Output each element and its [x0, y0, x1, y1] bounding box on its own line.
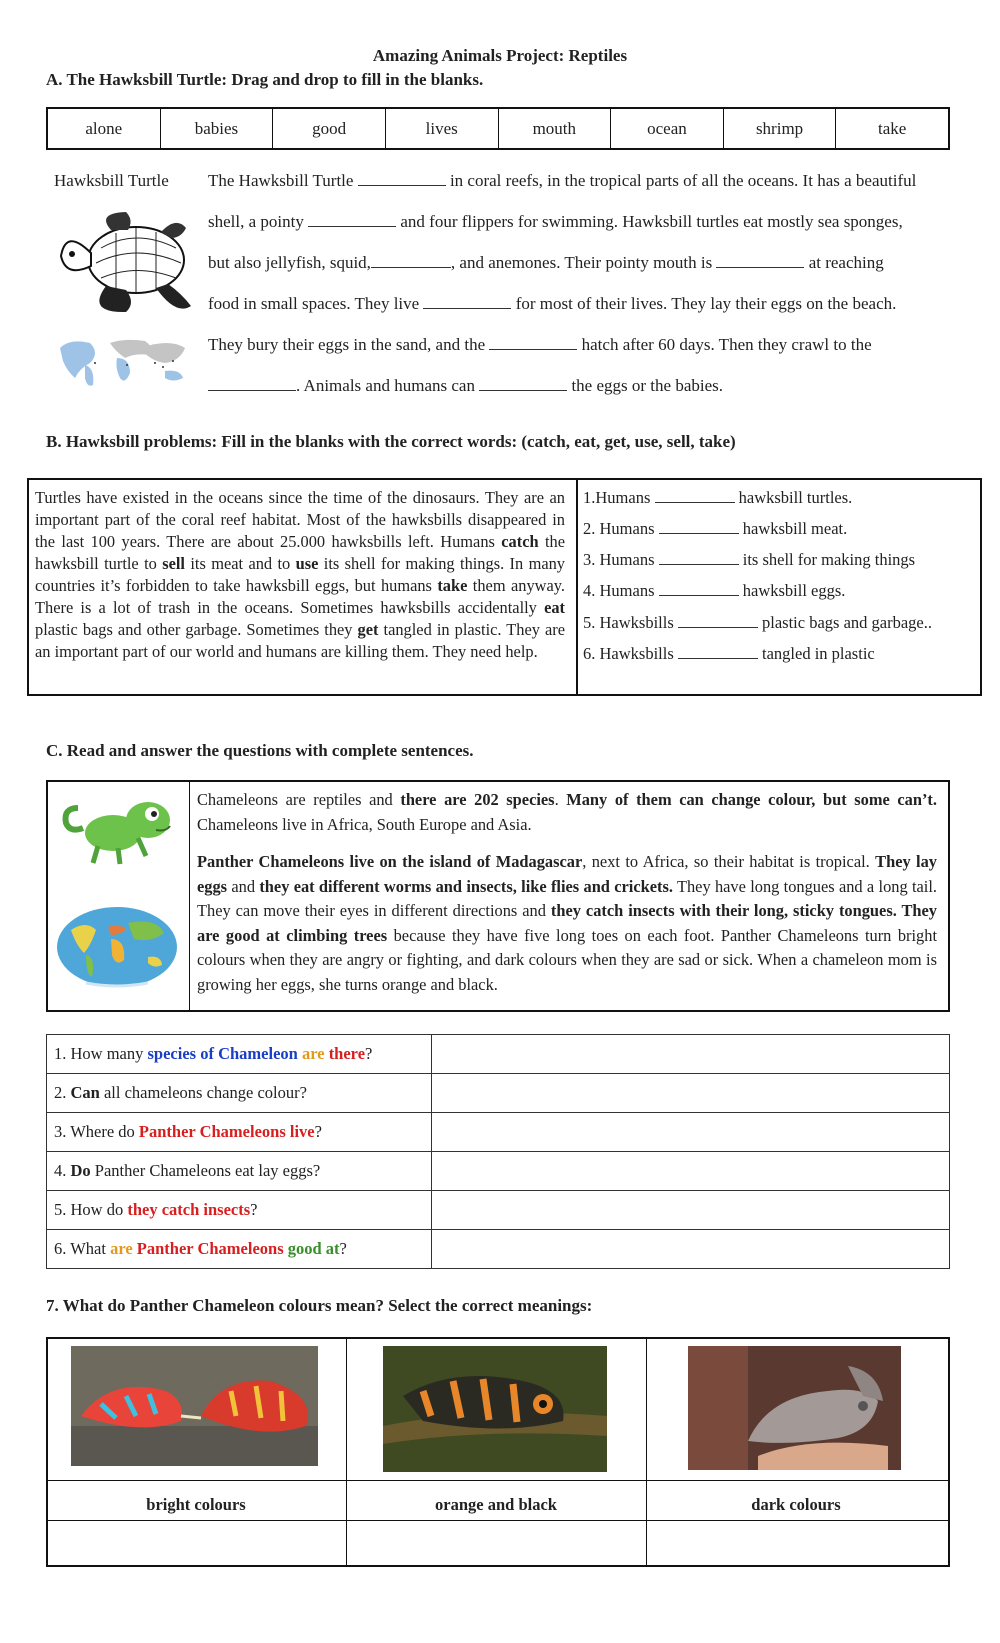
question-cell: 3. Where do Panther Chameleons live?	[47, 1113, 432, 1152]
meaning-answer-cell[interactable]	[347, 1521, 645, 1565]
word-tile[interactable]: alone	[48, 109, 161, 148]
word-tile[interactable]: shrimp	[724, 109, 837, 148]
questions-table	[46, 1034, 950, 1269]
meaning-answer-cell[interactable]	[47, 1521, 345, 1565]
chameleon-reading-text	[197, 788, 937, 1010]
word-tile[interactable]: ocean	[611, 109, 724, 148]
meaning-label-orange-black: orange and black	[435, 1495, 557, 1514]
section-b-heading: B. Hawksbill problems: Fill in the blanks with the correct words: (catch, eat, get, use, sell, take)	[46, 432, 736, 451]
meaning-label-dark: dark colours	[751, 1495, 841, 1514]
blank-drop-zone[interactable]	[208, 376, 296, 391]
answer-blank[interactable]	[678, 613, 758, 628]
world-map-image	[55, 333, 195, 391]
answer-blank[interactable]	[659, 519, 739, 534]
blank-drop-zone[interactable]	[489, 335, 577, 350]
meaning-answer-cell[interactable]	[647, 1521, 948, 1565]
dark-chameleon-photo	[688, 1346, 901, 1470]
world-map-image	[56, 905, 178, 989]
blank-drop-zone[interactable]	[308, 212, 396, 227]
table-row	[47, 1152, 950, 1191]
section-c-heading: C. Read and answer the questions with complete sentences.	[46, 741, 474, 760]
turtle-text-line: The Hawksbill Turtle in coral reefs, in the tropical parts of all the oceans. It has a beautiful	[208, 171, 917, 190]
question-cell: 4. Do Panther Chameleons eat lay eggs?	[47, 1152, 432, 1191]
fill-question: 1.Humans hawksbill turtles.	[583, 488, 853, 507]
blank-drop-zone[interactable]	[479, 376, 567, 391]
fill-question: 4. Humans hawksbill eggs.	[583, 581, 846, 600]
turtle-text-line: food in small spaces. They live for most of their lives. They lay their eggs on the beach.	[208, 294, 897, 313]
table-divider	[46, 1480, 950, 1481]
section-7-heading: 7. What do Panther Chameleon colours mean? Select the correct meanings:	[46, 1296, 593, 1315]
meaning-label-bright: bright colours	[146, 1495, 246, 1514]
turtle-text-line: shell, a pointy and four flippers for swimming. Hawksbill turtles eat mostly sea sponges,	[208, 212, 903, 231]
page-title: Amazing Animals Project: Reptiles	[372, 46, 628, 65]
hawksbill-reading-text: Turtles have existed in the oceans since the time of the dinosaurs. They are an important part of the coral reef habitat. Most of the hawksbills disappeared in the last 100 years. There are about 25.000 hawksbills left. Humans catch the hawksbill turtle to sell its meat and to use its shell for making things. In many countries it’s forbidden to take hawksbill eggs, but humans take them anyway. There is a lot of trash in the oceans. Sometimes hawksbills accidentally eat plastic bags and other garbage. Sometimes they get tangled in plastic. They are an important part of our world and humans are killing them. They need help.	[35, 488, 566, 661]
blank-drop-zone[interactable]	[716, 253, 804, 268]
turtle-illustration	[56, 208, 191, 318]
question-cell: 1. How many species of Chameleon are there?	[47, 1035, 432, 1074]
question-cell: 6. What are Panther Chameleons good at?	[47, 1230, 432, 1269]
answer-cell[interactable]	[432, 1230, 950, 1269]
answer-blank[interactable]	[659, 581, 739, 596]
word-tile[interactable]: lives	[386, 109, 499, 148]
chameleon-paragraph: Chameleons are reptiles and there are 202 species. Many of them can change colour, but some can’t. Chameleons live in Africa, South Europe and Asia.	[197, 790, 937, 834]
table-row	[47, 1230, 950, 1269]
question-cell: 2. Can all chameleons change colour?	[47, 1074, 432, 1113]
fill-question: 6. Hawksbills tangled in plastic	[583, 644, 875, 663]
word-bank	[46, 107, 950, 150]
turtle-text-line: but also jellyfish, squid, , and anemones. Their pointy mouth is at reaching	[208, 253, 884, 272]
section-a-heading: A. The Hawksbill Turtle: Drag and drop to fill in the blanks.	[46, 70, 484, 89]
answer-cell[interactable]	[432, 1113, 950, 1152]
question-cell: 5. How do they catch insects?	[47, 1191, 432, 1230]
answer-cell[interactable]	[432, 1074, 950, 1113]
answer-blank[interactable]	[659, 550, 739, 565]
answer-blank[interactable]	[678, 644, 758, 659]
word-tile[interactable]: mouth	[499, 109, 612, 148]
turtle-side-label: Hawksbill Turtle	[54, 171, 169, 190]
bright-chameleons-photo	[71, 1346, 318, 1466]
orange-black-chameleon-photo	[383, 1346, 607, 1472]
blank-drop-zone[interactable]	[371, 253, 451, 268]
answer-blank[interactable]	[655, 488, 735, 503]
table-row	[47, 1035, 950, 1074]
chameleon-image	[58, 788, 176, 868]
turtle-text-line: . Animals and humans can the eggs or the babies.	[208, 376, 723, 396]
word-tile[interactable]: good	[273, 109, 386, 148]
table-row	[47, 1191, 950, 1230]
word-tile[interactable]: take	[878, 118, 907, 138]
turtle-text-line: They bury their eggs in the sand, and the hatch after 60 days. Then they crawl to the	[208, 335, 872, 354]
section-c-divider	[189, 780, 190, 1012]
fill-question: 3. Humans its shell for making things	[583, 550, 916, 569]
blank-drop-zone[interactable]	[423, 294, 511, 309]
fill-question: 5. Hawksbills plastic bags and garbage..	[583, 613, 932, 632]
answer-cell[interactable]	[432, 1035, 950, 1074]
answer-cell[interactable]	[432, 1191, 950, 1230]
word-tile[interactable]: babies	[161, 109, 274, 148]
section-b-divider	[576, 478, 578, 696]
chameleon-paragraph: Panther Chameleons live on the island of Madagascar, next to Africa, so their habitat is tropical. They lay eggs and they eat different worms and insects, like flies and crickets. They have long tongues and a long tail. They can move their eyes in different directions and they catch insects with their long, sticky tongues. They are good at climbing trees because they have five long toes on each foot. Panther Chameleons turn bright colours when they are angry or fighting, and dark colours when they are sad or sick. When a chameleon mom is growing her eggs, she turns orange and black.	[197, 852, 938, 994]
blank-drop-zone[interactable]	[358, 171, 446, 186]
table-row	[47, 1113, 950, 1152]
fill-question: 2. Humans hawksbill meat.	[583, 519, 848, 538]
answer-cell[interactable]	[432, 1152, 950, 1191]
table-row	[47, 1074, 950, 1113]
